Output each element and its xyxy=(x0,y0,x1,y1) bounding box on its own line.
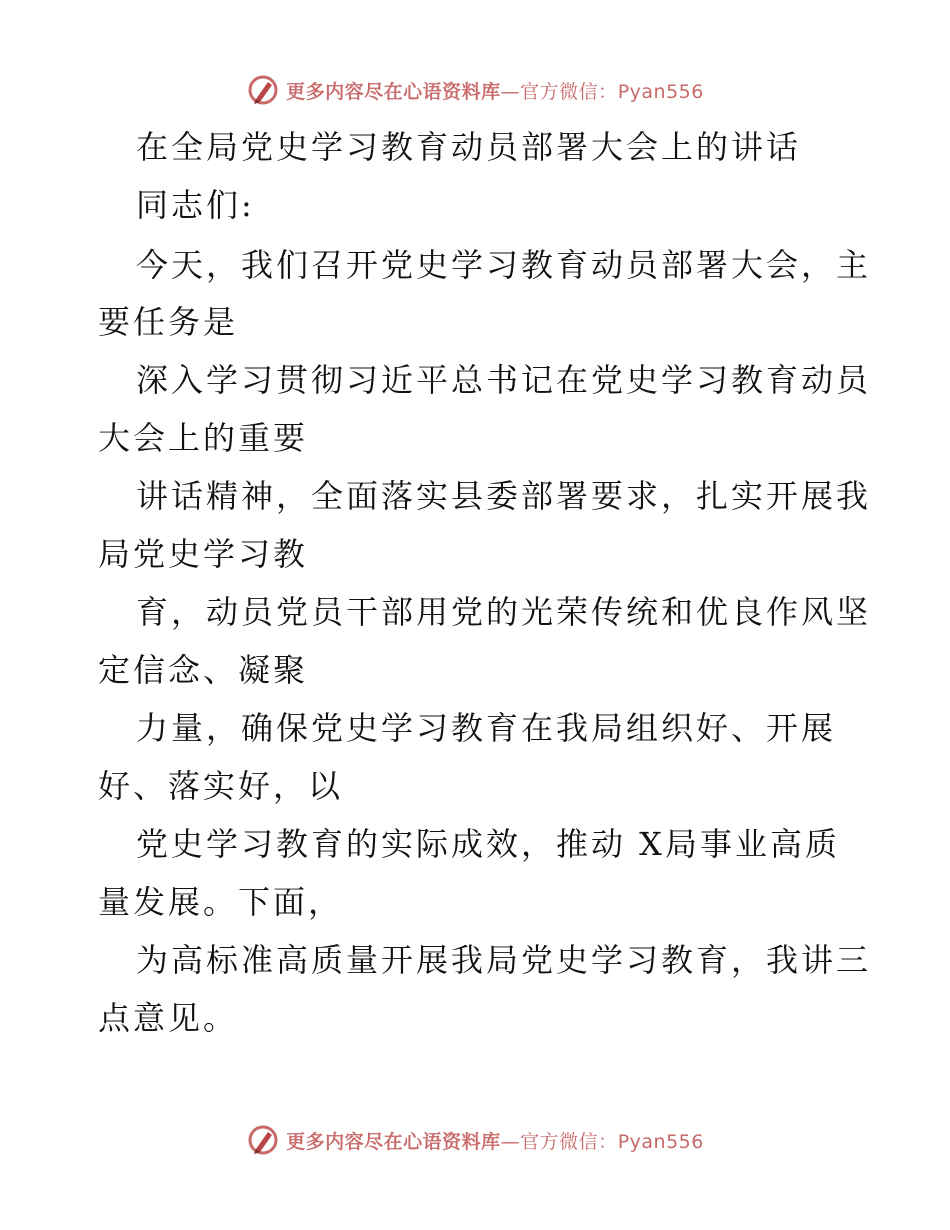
paragraph-line: 点意见。 xyxy=(98,999,239,1037)
watermark-text: 更多内容尽在心语资料库—官方微信：Pyan556 xyxy=(286,1130,704,1153)
footer-watermark xyxy=(0,1120,950,1160)
pen-logo-icon xyxy=(246,1123,280,1157)
paragraph-line: 量发展。下面， xyxy=(98,883,344,921)
paragraph-line: 为高标准高质量开展我局党史学习教育，我讲三 xyxy=(136,941,872,979)
paragraph-line: 局党史学习教 xyxy=(98,535,309,573)
document-title: 在全局党史学习教育动员部署大会上的讲话 xyxy=(136,128,802,166)
paragraph-line: 深入学习贯彻习近平总书记在党史学习教育动员 xyxy=(136,361,872,399)
paragraph-line: 力量，确保党史学习教育在我局组织好、开展 xyxy=(136,709,837,747)
paragraph-line: 要任务是 xyxy=(98,303,239,341)
paragraph-line: 党史学习教育的实际成效，推动 X局事业高质 xyxy=(136,825,840,863)
header-watermark xyxy=(0,70,950,110)
paragraph-line: 育，动员党员干部用党的光荣传统和优良作风坚 xyxy=(136,593,872,631)
salutation: 同志们: xyxy=(136,186,255,224)
paragraph-line: 好、落实好，以 xyxy=(98,767,344,805)
paragraph-line: 今天，我们召开党史学习教育动员部署大会，主 xyxy=(136,246,872,284)
pen-logo-icon xyxy=(246,73,280,107)
paragraph-line: 讲话精神，全面落实县委部署要求，扎实开展我 xyxy=(136,477,872,515)
paragraph-line: 定信念、凝聚 xyxy=(98,651,309,689)
paragraph-line: 大会上的重要 xyxy=(98,419,309,457)
watermark-text: 更多内容尽在心语资料库—官方微信：Pyan556 xyxy=(286,80,704,103)
